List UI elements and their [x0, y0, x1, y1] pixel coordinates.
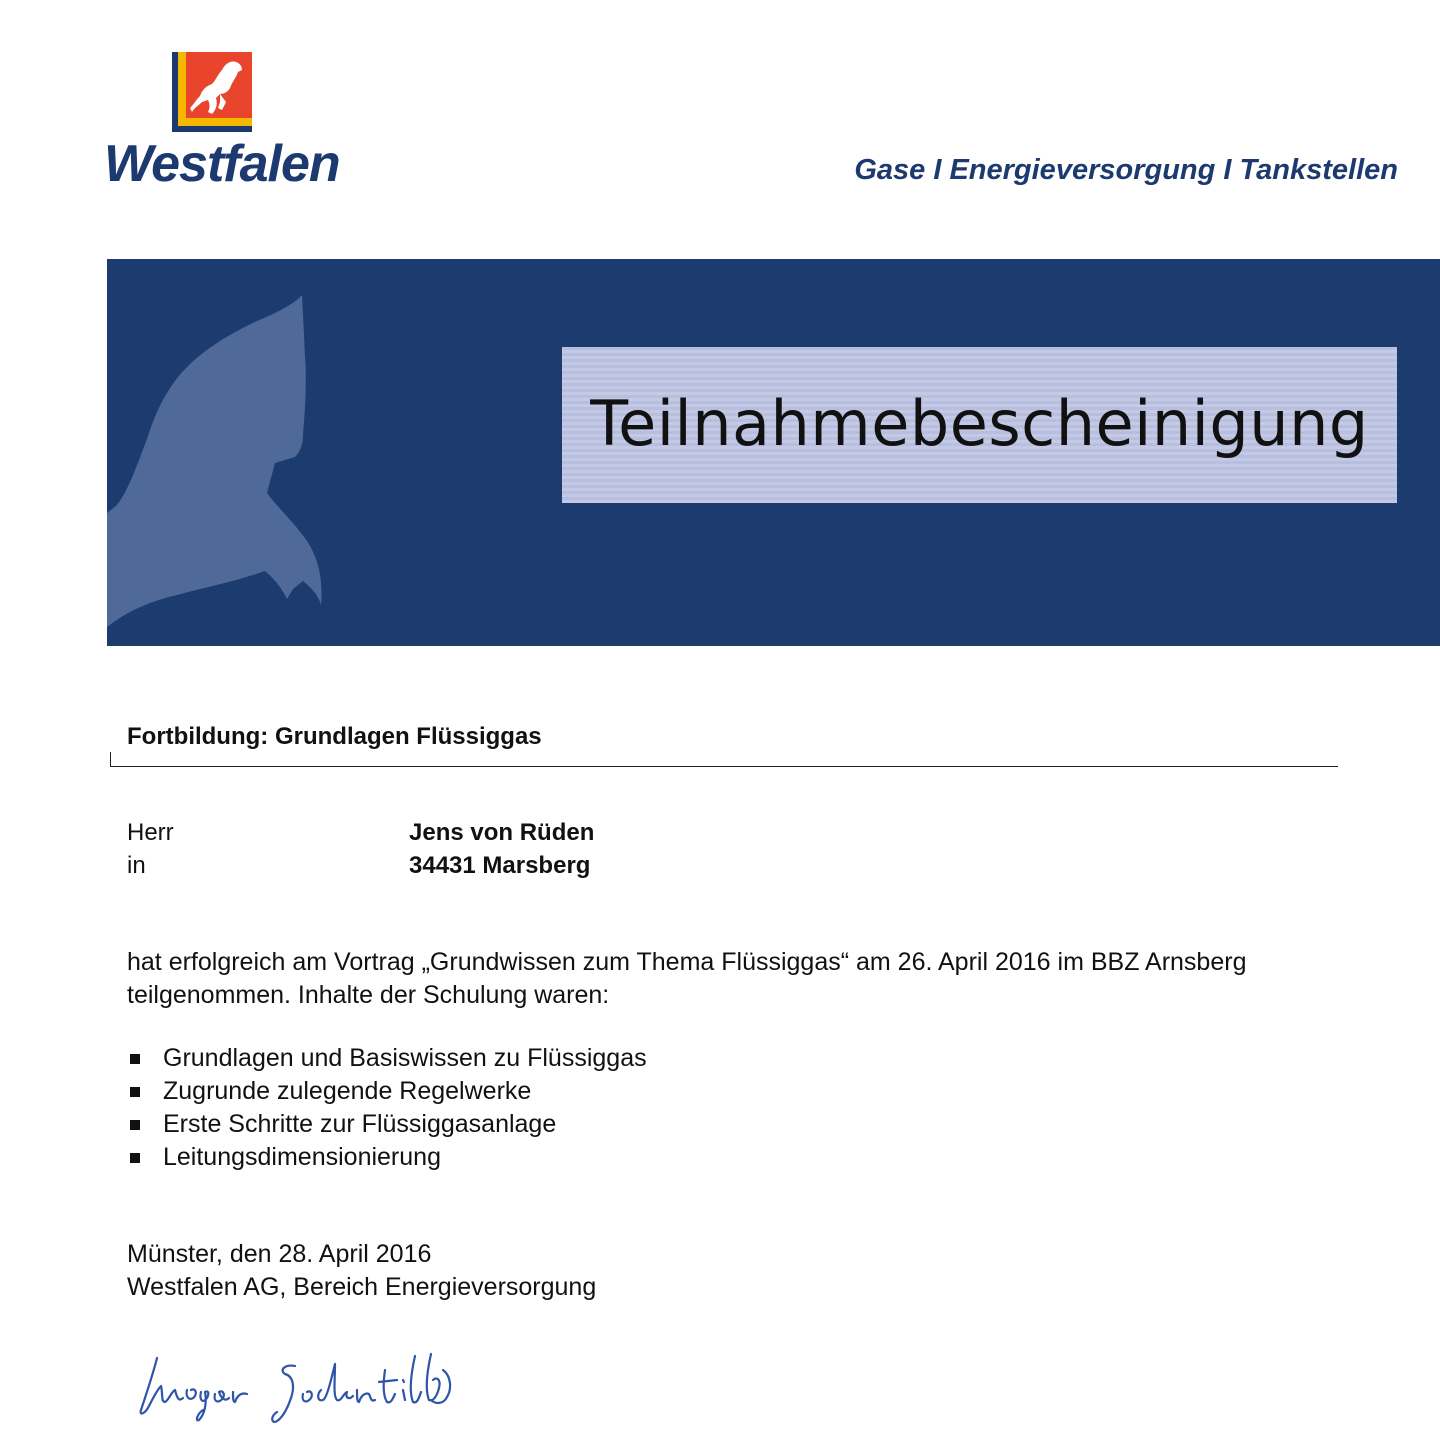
- brand-name: Westfalen: [104, 135, 340, 193]
- document-title: Teilnahmebescheinigung: [590, 387, 1369, 460]
- certificate-statement: hat erfolgreich am Vortrag „Grundwissen zum Thema Flüssiggas“ am 26. April 2016 im BBZ Arnsberg teilgenommen. Inhalte der Schulung waren:: [127, 948, 1247, 1009]
- topic-text: Leitungsdimensionierung: [163, 1143, 441, 1171]
- topics-list: [127, 1042, 647, 1174]
- participant-location: 34431 Marsberg: [409, 852, 591, 879]
- square-bullet-icon: [130, 1153, 140, 1163]
- rearing-horse-logo-icon: [172, 52, 254, 132]
- topic-text: Zugrunde zulegende Regelwerke: [163, 1077, 532, 1105]
- participant-name: Jens von Rüden: [409, 819, 595, 846]
- list-item: [127, 1042, 647, 1075]
- divider: [110, 766, 1338, 767]
- horse-silhouette-icon: [107, 289, 327, 629]
- westfalen-logo: [104, 48, 404, 198]
- issuing-organization: Westfalen AG, Bereich Energieversorgung: [127, 1273, 597, 1301]
- list-item: [127, 1108, 647, 1141]
- list-item: [127, 1141, 647, 1174]
- divider-tick: [110, 752, 111, 767]
- closing-block: [127, 1238, 596, 1304]
- salutation-label: Herr: [127, 819, 174, 846]
- place-date: Münster, den 28. April 2016: [127, 1240, 432, 1268]
- square-bullet-icon: [130, 1120, 140, 1130]
- course-title: Fortbildung: Grundlagen Flüssiggas: [127, 723, 542, 750]
- title-box: [562, 347, 1397, 503]
- handwritten-signature: [135, 1340, 465, 1430]
- square-bullet-icon: [130, 1054, 140, 1064]
- location-label: in: [127, 852, 146, 879]
- square-bullet-icon: [130, 1087, 140, 1097]
- title-banner: [107, 259, 1440, 646]
- list-item: [127, 1075, 647, 1108]
- topic-text: Erste Schritte zur Flüssiggasanlage: [163, 1110, 557, 1138]
- topic-text: Grundlagen und Basiswissen zu Flüssiggas: [163, 1044, 647, 1072]
- company-tagline: Gase I Energieversorgung I Tankstellen: [854, 154, 1398, 186]
